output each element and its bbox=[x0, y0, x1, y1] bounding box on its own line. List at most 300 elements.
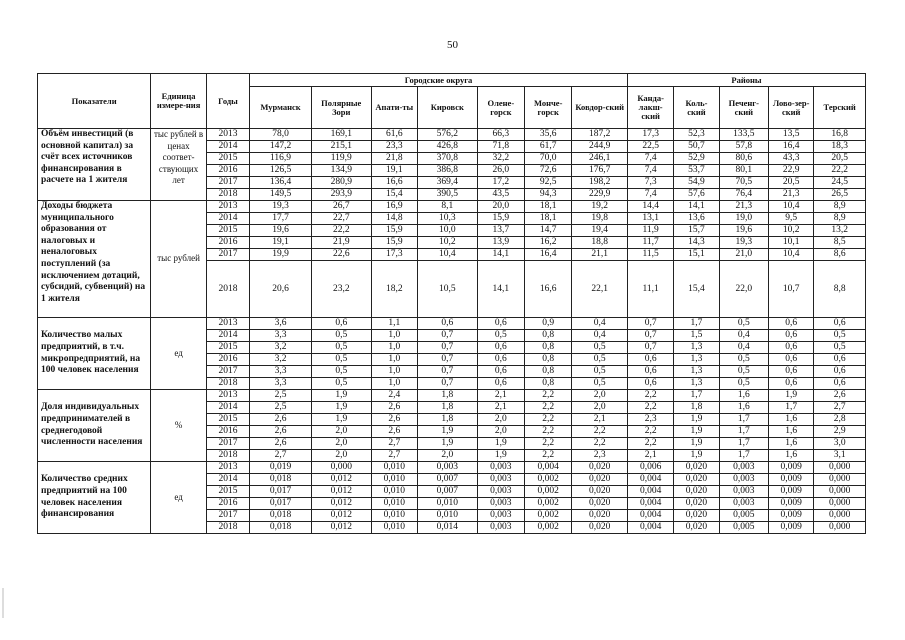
indicators-table-wrapper bbox=[37, 73, 866, 534]
value-cell: 17,2 bbox=[477, 177, 524, 189]
value-cell: 0,003 bbox=[719, 486, 768, 498]
value-cell: 2,6 bbox=[371, 414, 417, 426]
year-cell: 2016 bbox=[206, 165, 249, 177]
value-cell: 0,005 bbox=[719, 522, 768, 534]
value-cell: 15,7 bbox=[674, 225, 719, 237]
value-cell: 126,5 bbox=[250, 165, 312, 177]
value-cell: 0,004 bbox=[627, 498, 673, 510]
value-cell: 0,7 bbox=[417, 354, 477, 366]
value-cell: 1,0 bbox=[371, 366, 417, 378]
value-cell: 52,3 bbox=[674, 129, 719, 141]
value-cell: 16,2 bbox=[525, 237, 572, 249]
value-cell: 0,020 bbox=[572, 498, 628, 510]
value-cell: 20,6 bbox=[250, 261, 312, 318]
header-group-district: Районы bbox=[627, 74, 865, 87]
value-cell: 2,2 bbox=[627, 390, 673, 402]
value-cell: 0,007 bbox=[417, 474, 477, 486]
value-cell: 2,2 bbox=[572, 426, 628, 438]
value-cell: 23,3 bbox=[371, 141, 417, 153]
value-cell: 10,7 bbox=[769, 261, 814, 318]
value-cell: 16,4 bbox=[525, 249, 572, 261]
value-cell: 0,5 bbox=[572, 378, 628, 390]
value-cell: 16,4 bbox=[769, 141, 814, 153]
value-cell: 0,5 bbox=[311, 378, 371, 390]
value-cell: 0,5 bbox=[477, 330, 524, 342]
value-cell: 0,003 bbox=[477, 486, 524, 498]
value-cell: 23,2 bbox=[311, 261, 371, 318]
value-cell: 0,010 bbox=[371, 510, 417, 522]
year-cell: 2016 bbox=[206, 498, 249, 510]
value-cell: 19,2 bbox=[572, 201, 628, 213]
value-cell: 1,9 bbox=[417, 426, 477, 438]
value-cell: 0,020 bbox=[674, 510, 719, 522]
value-cell: 11,7 bbox=[627, 237, 673, 249]
value-cell: 0,010 bbox=[371, 462, 417, 474]
value-cell: 426,8 bbox=[417, 141, 477, 153]
value-cell: 1,9 bbox=[311, 414, 371, 426]
value-cell: 2,0 bbox=[572, 402, 628, 414]
value-cell: 116,9 bbox=[250, 153, 312, 165]
value-cell: 1,6 bbox=[769, 426, 814, 438]
value-cell: 0,010 bbox=[417, 510, 477, 522]
value-cell: 70,0 bbox=[525, 153, 572, 165]
value-cell: 133,5 bbox=[719, 129, 768, 141]
year-cell: 2015 bbox=[206, 486, 249, 498]
year-cell: 2017 bbox=[206, 249, 249, 261]
value-cell: 0,009 bbox=[769, 498, 814, 510]
value-cell: 0,003 bbox=[719, 474, 768, 486]
unit-cell: тыс рублей bbox=[151, 201, 207, 318]
value-cell: 0,000 bbox=[814, 522, 866, 534]
value-cell: 19,3 bbox=[719, 237, 768, 249]
value-cell: 13,5 bbox=[769, 129, 814, 141]
value-cell: 21,8 bbox=[371, 153, 417, 165]
value-cell: 22,2 bbox=[814, 165, 866, 177]
value-cell: 229,9 bbox=[572, 189, 628, 201]
value-cell: 0,8 bbox=[525, 330, 572, 342]
value-cell: 0,4 bbox=[572, 330, 628, 342]
value-cell: 32,2 bbox=[477, 153, 524, 165]
value-cell: 1,7 bbox=[674, 318, 719, 330]
value-cell: 1,0 bbox=[371, 342, 417, 354]
value-cell: 0,004 bbox=[525, 462, 572, 474]
value-cell: 10,2 bbox=[769, 225, 814, 237]
value-cell: 1,9 bbox=[674, 450, 719, 462]
value-cell: 1,3 bbox=[674, 342, 719, 354]
value-cell: 0,7 bbox=[417, 378, 477, 390]
value-cell: 0,012 bbox=[311, 510, 371, 522]
value-cell: 14,7 bbox=[525, 225, 572, 237]
value-cell: 0,009 bbox=[769, 462, 814, 474]
value-cell: 21,3 bbox=[769, 189, 814, 201]
value-cell: 22,6 bbox=[311, 249, 371, 261]
value-cell: 0,8 bbox=[525, 354, 572, 366]
value-cell: 136,4 bbox=[250, 177, 312, 189]
value-cell: 0,5 bbox=[572, 342, 628, 354]
value-cell: 15,4 bbox=[371, 189, 417, 201]
value-cell: 198,2 bbox=[572, 177, 628, 189]
value-cell: 2,0 bbox=[417, 450, 477, 462]
value-cell: 1,9 bbox=[477, 438, 524, 450]
value-cell: 280,9 bbox=[311, 177, 371, 189]
table-row bbox=[38, 129, 866, 141]
value-cell: 22,1 bbox=[572, 261, 628, 318]
value-cell: 0,009 bbox=[769, 522, 814, 534]
value-cell: 3,1 bbox=[814, 450, 866, 462]
value-cell: 1,5 bbox=[674, 330, 719, 342]
value-cell: 1,6 bbox=[769, 450, 814, 462]
municipal-indicators-table bbox=[37, 73, 866, 534]
unit-cell: ед bbox=[151, 318, 207, 390]
year-cell: 2017 bbox=[206, 177, 249, 189]
value-cell: 3,2 bbox=[250, 354, 312, 366]
value-cell: 0,020 bbox=[572, 474, 628, 486]
value-cell: 14,1 bbox=[477, 249, 524, 261]
value-cell: 0,010 bbox=[371, 474, 417, 486]
header-city: Кировск bbox=[417, 87, 477, 129]
value-cell: 18,3 bbox=[814, 141, 866, 153]
value-cell: 13,9 bbox=[477, 237, 524, 249]
value-cell: 8,1 bbox=[417, 201, 477, 213]
value-cell: 2,2 bbox=[525, 390, 572, 402]
value-cell: 43,3 bbox=[769, 153, 814, 165]
value-cell: 19,1 bbox=[371, 165, 417, 177]
value-cell: 0,012 bbox=[311, 498, 371, 510]
indicator-cell: Количество малых предприятий, в т.ч. микропредприятий, на 100 человек населения bbox=[38, 318, 151, 390]
value-cell: 17,3 bbox=[627, 129, 673, 141]
value-cell: 15,9 bbox=[371, 237, 417, 249]
value-cell: 0,6 bbox=[814, 354, 866, 366]
year-cell: 2015 bbox=[206, 225, 249, 237]
value-cell: 0,000 bbox=[814, 510, 866, 522]
value-cell: 1,6 bbox=[769, 414, 814, 426]
value-cell: 0,5 bbox=[311, 342, 371, 354]
year-cell: 2015 bbox=[206, 414, 249, 426]
value-cell: 1,9 bbox=[311, 390, 371, 402]
value-cell: 0,5 bbox=[311, 366, 371, 378]
value-cell: 20,0 bbox=[477, 201, 524, 213]
scan-margin-mark bbox=[2, 588, 4, 618]
value-cell: 16,6 bbox=[525, 261, 572, 318]
value-cell: 92,5 bbox=[525, 177, 572, 189]
year-cell: 2018 bbox=[206, 189, 249, 201]
table-header bbox=[38, 74, 866, 129]
value-cell: 0,5 bbox=[814, 330, 866, 342]
value-cell: 0,018 bbox=[250, 510, 312, 522]
year-cell: 2017 bbox=[206, 510, 249, 522]
value-cell: 20,5 bbox=[814, 153, 866, 165]
value-cell: 11,9 bbox=[627, 225, 673, 237]
value-cell: 14,1 bbox=[674, 201, 719, 213]
year-cell: 2016 bbox=[206, 426, 249, 438]
value-cell: 0,5 bbox=[719, 318, 768, 330]
value-cell: 11,1 bbox=[627, 261, 673, 318]
value-cell: 15,4 bbox=[674, 261, 719, 318]
value-cell: 1,7 bbox=[769, 402, 814, 414]
unit-cell: % bbox=[151, 390, 207, 462]
value-cell: 1,9 bbox=[769, 390, 814, 402]
value-cell: 369,4 bbox=[417, 177, 477, 189]
value-cell: 1,3 bbox=[674, 354, 719, 366]
value-cell: 3,3 bbox=[250, 366, 312, 378]
value-cell: 0,5 bbox=[719, 354, 768, 366]
value-cell: 14,3 bbox=[674, 237, 719, 249]
header-indicator: Показатели bbox=[38, 74, 151, 129]
value-cell: 20,5 bbox=[769, 177, 814, 189]
value-cell: 0,7 bbox=[627, 342, 673, 354]
value-cell: 1,9 bbox=[417, 438, 477, 450]
value-cell: 0,6 bbox=[477, 366, 524, 378]
value-cell: 19,1 bbox=[250, 237, 312, 249]
value-cell: 71,8 bbox=[477, 141, 524, 153]
value-cell: 57,6 bbox=[674, 189, 719, 201]
value-cell: 0,003 bbox=[477, 462, 524, 474]
value-cell: 0,8 bbox=[525, 342, 572, 354]
value-cell: 390,5 bbox=[417, 189, 477, 201]
value-cell: 246,1 bbox=[572, 153, 628, 165]
value-cell: 19,8 bbox=[572, 213, 628, 225]
value-cell: 0,020 bbox=[572, 522, 628, 534]
value-cell: 22,9 bbox=[769, 165, 814, 177]
value-cell: 2,7 bbox=[250, 450, 312, 462]
value-cell: 1,7 bbox=[674, 390, 719, 402]
value-cell: 0,6 bbox=[627, 366, 673, 378]
value-cell: 2,1 bbox=[477, 390, 524, 402]
value-cell: 53,7 bbox=[674, 165, 719, 177]
value-cell: 1,7 bbox=[719, 426, 768, 438]
value-cell: 1,7 bbox=[719, 414, 768, 426]
value-cell: 0,019 bbox=[250, 462, 312, 474]
header-unit: Единица измере-ния bbox=[151, 74, 207, 129]
value-cell: 1,6 bbox=[769, 438, 814, 450]
value-cell: 386,8 bbox=[417, 165, 477, 177]
value-cell: 2,2 bbox=[572, 438, 628, 450]
value-cell: 10,0 bbox=[417, 225, 477, 237]
value-cell: 1,0 bbox=[371, 378, 417, 390]
value-cell: 2,6 bbox=[371, 402, 417, 414]
value-cell: 0,020 bbox=[674, 474, 719, 486]
indicator-cell: Доходы бюджета муниципального образования от налоговых и неналоговых поступлений (за исключением дотаций, субсидий, субвенций) на 1 жителя bbox=[38, 201, 151, 318]
value-cell: 1,3 bbox=[674, 378, 719, 390]
value-cell: 576,2 bbox=[417, 129, 477, 141]
year-cell: 2013 bbox=[206, 129, 249, 141]
value-cell: 0,5 bbox=[814, 342, 866, 354]
value-cell: 35,6 bbox=[525, 129, 572, 141]
value-cell: 2,6 bbox=[814, 390, 866, 402]
value-cell: 0,018 bbox=[250, 522, 312, 534]
value-cell: 13,7 bbox=[477, 225, 524, 237]
value-cell: 0,003 bbox=[477, 474, 524, 486]
value-cell: 0,009 bbox=[769, 486, 814, 498]
value-cell: 7,4 bbox=[627, 165, 673, 177]
indicator-cell: Количество средних предприятий на 100 человек населения финансирования bbox=[38, 462, 151, 534]
header-city: Мурманск bbox=[250, 87, 312, 129]
year-cell: 2017 bbox=[206, 438, 249, 450]
value-cell: 0,004 bbox=[627, 486, 673, 498]
value-cell: 2,1 bbox=[477, 402, 524, 414]
value-cell: 1,0 bbox=[371, 354, 417, 366]
year-cell: 2018 bbox=[206, 522, 249, 534]
value-cell: 17,7 bbox=[250, 213, 312, 225]
year-cell: 2013 bbox=[206, 318, 249, 330]
value-cell: 2,2 bbox=[525, 438, 572, 450]
value-cell: 15,1 bbox=[674, 249, 719, 261]
value-cell: 0,5 bbox=[311, 354, 371, 366]
year-cell: 2013 bbox=[206, 201, 249, 213]
value-cell: 1,7 bbox=[719, 450, 768, 462]
value-cell: 13,6 bbox=[674, 213, 719, 225]
value-cell: 70,5 bbox=[719, 177, 768, 189]
value-cell: 0,7 bbox=[417, 342, 477, 354]
value-cell: 2,1 bbox=[572, 414, 628, 426]
header-city: Полярные Зори bbox=[311, 87, 371, 129]
year-cell: 2018 bbox=[206, 261, 249, 318]
value-cell: 0,7 bbox=[417, 330, 477, 342]
value-cell: 0,6 bbox=[477, 342, 524, 354]
value-cell: 2,5 bbox=[250, 390, 312, 402]
value-cell: 7,4 bbox=[627, 153, 673, 165]
value-cell: 7,4 bbox=[627, 189, 673, 201]
value-cell: 176,7 bbox=[572, 165, 628, 177]
year-cell: 2014 bbox=[206, 474, 249, 486]
value-cell: 1,0 bbox=[371, 330, 417, 342]
value-cell: 16,6 bbox=[371, 177, 417, 189]
value-cell: 78,0 bbox=[250, 129, 312, 141]
value-cell: 0,6 bbox=[769, 330, 814, 342]
value-cell: 2,0 bbox=[311, 426, 371, 438]
value-cell: 18,8 bbox=[572, 237, 628, 249]
value-cell: 0,7 bbox=[627, 330, 673, 342]
value-cell: 0,8 bbox=[525, 366, 572, 378]
value-cell: 0,6 bbox=[769, 354, 814, 366]
value-cell: 0,002 bbox=[525, 498, 572, 510]
value-cell: 18,2 bbox=[371, 261, 417, 318]
value-cell: 8,9 bbox=[814, 213, 866, 225]
value-cell: 0,002 bbox=[525, 486, 572, 498]
value-cell: 0,5 bbox=[311, 330, 371, 342]
value-cell: 72,6 bbox=[525, 165, 572, 177]
year-cell: 2016 bbox=[206, 237, 249, 249]
value-cell: 0,010 bbox=[417, 498, 477, 510]
value-cell: 21,3 bbox=[719, 201, 768, 213]
value-cell: 0,000 bbox=[814, 498, 866, 510]
header-district: Ловo-зер-ский bbox=[769, 87, 814, 129]
value-cell: 1,6 bbox=[719, 390, 768, 402]
value-cell: 0,4 bbox=[572, 318, 628, 330]
value-cell: 0,002 bbox=[525, 510, 572, 522]
value-cell: 8,6 bbox=[814, 249, 866, 261]
value-cell: 0,000 bbox=[814, 462, 866, 474]
table-row bbox=[38, 390, 866, 402]
value-cell: 1,9 bbox=[674, 414, 719, 426]
value-cell: 0,003 bbox=[477, 522, 524, 534]
header-district: Канда-лакш-ский bbox=[627, 87, 673, 129]
header-city: Олене-горск bbox=[477, 87, 524, 129]
value-cell: 1,9 bbox=[311, 402, 371, 414]
value-cell: 0,010 bbox=[371, 498, 417, 510]
value-cell: 370,8 bbox=[417, 153, 477, 165]
value-cell: 16,8 bbox=[814, 129, 866, 141]
value-cell: 1,1 bbox=[371, 318, 417, 330]
value-cell: 17,3 bbox=[371, 249, 417, 261]
year-cell: 2014 bbox=[206, 213, 249, 225]
value-cell: 19,6 bbox=[719, 225, 768, 237]
value-cell: 0,5 bbox=[572, 354, 628, 366]
value-cell: 16,9 bbox=[371, 201, 417, 213]
value-cell: 0,000 bbox=[814, 486, 866, 498]
value-cell: 244,9 bbox=[572, 141, 628, 153]
indicator-cell: Доля индивидуальных предпринимателей в среднегодовой численности населения bbox=[38, 390, 151, 462]
value-cell: 94,3 bbox=[525, 189, 572, 201]
value-cell: 2,0 bbox=[477, 414, 524, 426]
value-cell: 0,6 bbox=[477, 318, 524, 330]
table-row bbox=[38, 201, 866, 213]
table-body bbox=[38, 129, 866, 534]
year-cell: 2015 bbox=[206, 153, 249, 165]
table-row bbox=[38, 318, 866, 330]
value-cell: 7,3 bbox=[627, 177, 673, 189]
value-cell: 0,020 bbox=[674, 486, 719, 498]
value-cell: 18,1 bbox=[525, 201, 572, 213]
value-cell: 18,1 bbox=[525, 213, 572, 225]
year-cell: 2014 bbox=[206, 141, 249, 153]
value-cell: 57,8 bbox=[719, 141, 768, 153]
value-cell: 10,3 bbox=[417, 213, 477, 225]
value-cell: 0,6 bbox=[814, 366, 866, 378]
header-years: Годы bbox=[206, 74, 249, 129]
value-cell: 2,2 bbox=[525, 402, 572, 414]
value-cell: 22,0 bbox=[719, 261, 768, 318]
value-cell: 21,1 bbox=[572, 249, 628, 261]
value-cell: 0,5 bbox=[719, 378, 768, 390]
value-cell: 10,4 bbox=[769, 249, 814, 261]
value-cell: 0,010 bbox=[371, 522, 417, 534]
value-cell: 2,4 bbox=[371, 390, 417, 402]
value-cell: 80,6 bbox=[719, 153, 768, 165]
value-cell: 19,3 bbox=[250, 201, 312, 213]
value-cell: 11,5 bbox=[627, 249, 673, 261]
value-cell: 26,7 bbox=[311, 201, 371, 213]
value-cell: 19,6 bbox=[250, 225, 312, 237]
value-cell: 0,003 bbox=[719, 498, 768, 510]
value-cell: 2,6 bbox=[371, 426, 417, 438]
value-cell: 0,003 bbox=[477, 498, 524, 510]
table-row bbox=[38, 462, 866, 474]
value-cell: 0,9 bbox=[525, 318, 572, 330]
value-cell: 0,012 bbox=[311, 486, 371, 498]
value-cell: 1,9 bbox=[674, 426, 719, 438]
value-cell: 0,004 bbox=[627, 510, 673, 522]
value-cell: 10,1 bbox=[769, 237, 814, 249]
value-cell: 19,9 bbox=[250, 249, 312, 261]
value-cell: 293,9 bbox=[311, 189, 371, 201]
value-cell: 21,9 bbox=[311, 237, 371, 249]
value-cell: 2,2 bbox=[627, 426, 673, 438]
value-cell: 14,4 bbox=[627, 201, 673, 213]
value-cell: 0,007 bbox=[417, 486, 477, 498]
value-cell: 14,8 bbox=[371, 213, 417, 225]
value-cell: 1,8 bbox=[417, 390, 477, 402]
value-cell: 54,9 bbox=[674, 177, 719, 189]
value-cell: 0,6 bbox=[477, 354, 524, 366]
value-cell: 0,003 bbox=[417, 462, 477, 474]
value-cell: 0,003 bbox=[719, 462, 768, 474]
header-city: Апати-ты bbox=[371, 87, 417, 129]
value-cell: 1,9 bbox=[674, 438, 719, 450]
value-cell: 215,1 bbox=[311, 141, 371, 153]
value-cell: 22,2 bbox=[311, 225, 371, 237]
value-cell: 0,017 bbox=[250, 498, 312, 510]
